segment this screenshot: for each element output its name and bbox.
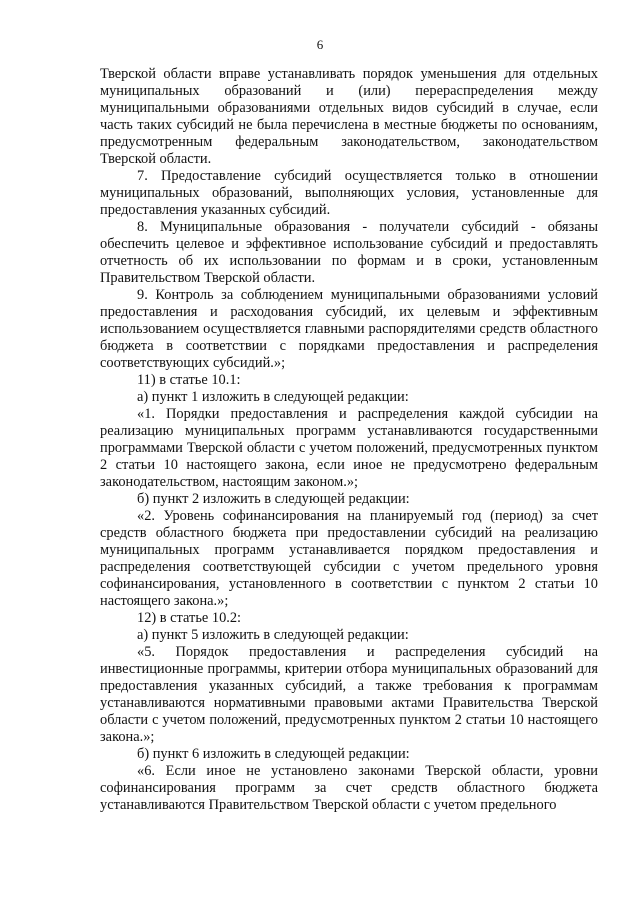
- paragraph: 12) в статье 10.2:: [137, 610, 242, 626]
- page-number: 6: [316, 37, 324, 52]
- paragraph: «1. Порядки предоставления и распределения каждой субсидии на реализацию муниципальных программ устанавливаются государственными программами Тверской области с учетом положений, предусмотренных пунктом 2 статьи 10 настоящего закона, если иное не предусмотрено федеральным законодательством, настоящим законом.»;: [100, 406, 598, 490]
- paragraph: 8. Муниципальные образования - получатели субсидий - обязаны обеспечить целевое и эффективное использование субсидий и предоставлять отчетность об их использовании по формам и в сроки, установленным Правительством Тверской области.: [100, 219, 598, 286]
- paragraph: 7. Предоставление субсидий осуществляется только в отношении муниципальных образований, выполняющих условия, установленные для предоставления указанных субсидий.: [100, 168, 598, 218]
- paragraph: 9. Контроль за соблюдением муниципальными образованиями условий предоставления и расходования субсидий, их целевым и эффективным использованием осуществляется главными распорядителями средств областного бюджета в соответствии с порядками предоставления и распределения соответствующих субсидий.»;: [100, 287, 598, 371]
- paragraph: Тверской области вправе устанавливать порядок уменьшения для отдельных муниципальных образований и (или) перераспределения между муниципальными образованиями отдельных видов субсидий в случае, если часть таких субсидий не была перечислена в местные бюджеты по основаниям, предусмотренным федеральным законодательством, законодательством Тверской области.: [100, 66, 598, 167]
- paragraph: а) пункт 1 изложить в следующей редакции:: [137, 389, 409, 405]
- paragraph: «2. Уровень софинансирования на планируемый год (период) за счет средств областного бюджета при предоставлении субсидий на реализацию муниципальных программ устанавливается порядком предоставления и распределения соответствующей субсидии с учетом предельного уровня софинансирования, установленного в соответствии с пунктом 2 статьи 10 настоящего закона.»;: [100, 508, 598, 609]
- paragraph: а) пункт 5 изложить в следующей редакции:: [137, 627, 409, 643]
- paragraph: 11) в статье 10.1:: [137, 372, 241, 388]
- paragraph: «5. Порядок предоставления и распределения субсидий на инвестиционные программы, критерии отбора муниципальных образований для предоставления указанных субсидий, а также требования к программам устанавливаются нормативными правовыми актами Правительства Тверской области с учетом положений, предусмотренных пунктом 2 статьи 10 настоящего закона.»;: [100, 644, 598, 745]
- paragraph: б) пункт 2 изложить в следующей редакции:: [137, 491, 410, 507]
- paragraph: б) пункт 6 изложить в следующей редакции:: [137, 746, 410, 762]
- paragraph: «6. Если иное не установлено законами Тверской области, уровни софинансирования программ за счет средств областного бюджета устанавливаются Правительством Тверской области с учетом предельного: [100, 763, 598, 813]
- document-body: [100, 66, 598, 814]
